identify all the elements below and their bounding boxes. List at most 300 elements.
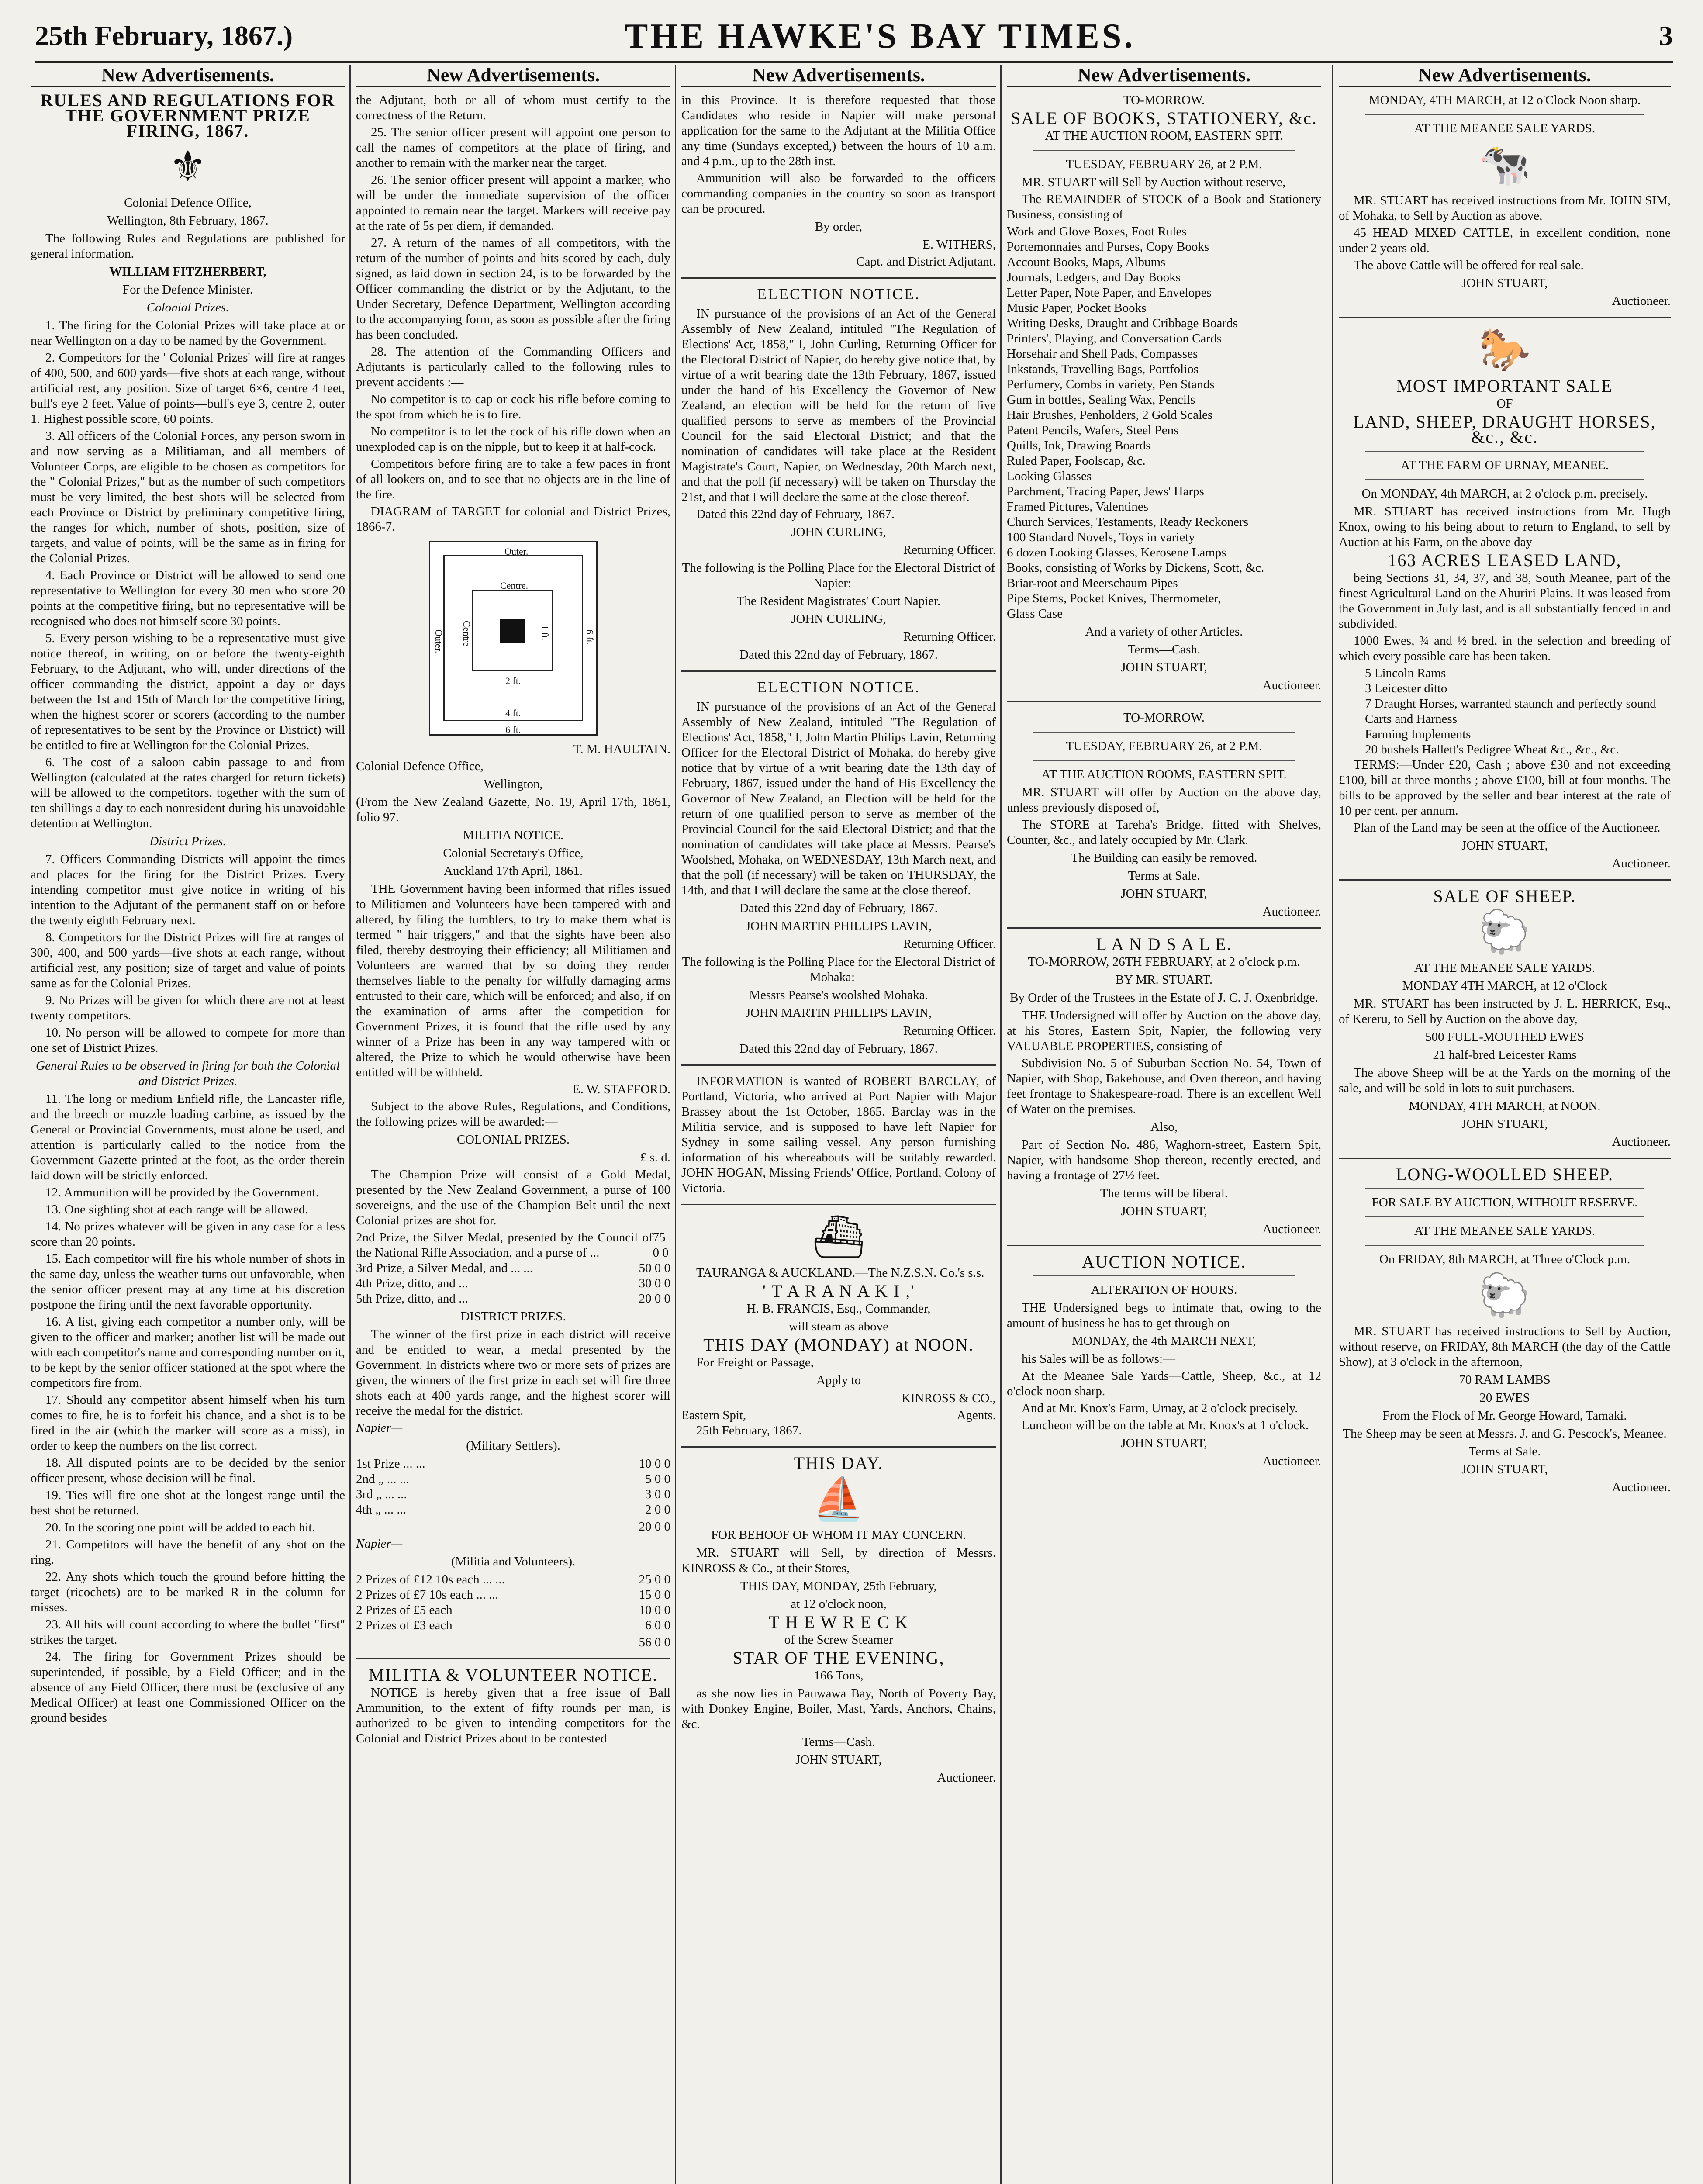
list-item: 3 Leicester ditto xyxy=(1365,681,1447,695)
paragraph: Luncheon will be on the table at Mr. Knox's at 1 o'clock. xyxy=(1022,1418,1309,1432)
prize-amount: 2 0 0 xyxy=(645,1503,670,1517)
ship-name: STAR OF THE EVENING, xyxy=(732,1648,945,1668)
rule-paragraph: 1. The firing for the Colonial Prizes will take place at or near Wellington on a day to be named by the Government. xyxy=(31,318,345,348)
paragraph: And a variety of other Articles. xyxy=(1085,625,1243,639)
column-heading: New Advertisements. xyxy=(1339,65,1671,87)
rule-paragraph: 9. No Prizes will be given for which there are not at least twenty competitors. xyxy=(31,993,345,1023)
rule-paragraph: 27. A return of the names of all competitors, with the return of the number of points and hits scored by each, duly signed, as laid down in section 24, is to be forwarded by the Officer commanding the district or by the Adjutant, to the Under Secretary, Defence Department, Wellington according to the accompanying form, as soon as possible after the firing has been concluded. xyxy=(356,236,670,342)
rule-paragraph: Competitors before firing are to take a few paces in front of all lookers on, and to see that no objects are in the line of the fire. xyxy=(356,457,670,501)
paragraph: of the Screw Steamer xyxy=(784,1633,893,1647)
subheading: ALTERATION OF HOURS. xyxy=(1091,1283,1237,1297)
signer: JOHN STUART, xyxy=(1461,1462,1548,1476)
paragraph: INFORMATION is wanted of ROBERT BARCLAY, of Portland, Victoria, who arrived at Port Napier with Major Brassey about the 1st October, 1865. Barclay was in the Militia service, and is supposed to have left Napier for Sydney in some sailing vessel. Any person furnishing information of his whereabouts will be suitably rewarded. JOHN HOGAN, Missing Friends' Office, Portland, Colony of Victoria. xyxy=(681,1074,996,1195)
rule-paragraph: 11. The long or medium Enfield rifle, the Lancaster rifle, and the breech or muzzle loading carbine, as issued by the General or Provincial Governments, must alone be used, and attention is particularly called to the notice from the Government Gazette printed at the foot, as the order therein laid down will be strictly enforced. xyxy=(31,1092,345,1182)
paragraph: MR. STUART has received instructions to Sell by Auction, without reserve, on FRIDAY, 8th MARCH (the day of the Cattle Show), at 3 o'clock in the afternoon, xyxy=(1339,1324,1671,1369)
prize-label: 2nd Prize, the Silver Medal, presented by the Council of the National Rifle Association, and a purse of ... xyxy=(356,1230,653,1260)
column-heading: New Advertisements. xyxy=(1007,65,1321,87)
paragraph: From the Flock of Mr. George Howard, Tamaki. xyxy=(1382,1409,1627,1423)
signer-title: Auctioneer. xyxy=(1262,678,1321,692)
target-label: Centre xyxy=(461,621,472,646)
rule-paragraph: 7. Officers Commanding Districts will appoint the times and places for the firing for the District Prizes. Every intending competitor must give notice in writing of his intention to the Adjutant of the permanent staff on or before the twenty eighth February next. xyxy=(31,852,345,927)
paragraph: The STORE at Tareha's Bridge, fitted with Shelves, Counter, &c., and lately occupied by Mr. Clark. xyxy=(1007,818,1321,847)
list-item: Looking Glasses xyxy=(1007,469,1092,483)
prize-total: 20 0 0 xyxy=(639,1520,670,1534)
date-line: MONDAY, the 4th MARCH NEXT, xyxy=(1072,1334,1256,1348)
divider xyxy=(1365,451,1644,452)
paragraph: AT THE AUCTION ROOM, EASTERN SPIT. xyxy=(1045,129,1283,143)
divider xyxy=(1365,1216,1644,1217)
cow-icon: 🐄 xyxy=(1478,141,1531,188)
signer-title: For the Defence Minister. xyxy=(123,283,253,297)
target-bulls-eye xyxy=(500,619,525,643)
paragraph: By order, xyxy=(815,220,863,234)
rule-paragraph: 24. The firing for Government Prizes should be superintended, if possible, by a Field Officer; and in the absence of any Field Officer, there must be (exclusive of any Medical Officer) at least one Commissioned Officer on the ground besides xyxy=(31,1650,345,1725)
rule-paragraph: 25. The senior officer present will appoint one person to call the names of competitors at the place of firing, and another to remain with the marker near the target. xyxy=(356,125,670,170)
ad-title: MILITIA & VOLUNTEER NOTICE. xyxy=(368,1665,658,1685)
list-item: Horsehair and Shell Pads, Compasses xyxy=(1007,347,1198,361)
list-item: Music Paper, Pocket Books xyxy=(1007,301,1147,315)
prize-label: 2 Prizes of £3 each xyxy=(356,1618,453,1632)
signer: JOHN STUART, xyxy=(795,1753,882,1767)
prize-label: 2 Prizes of £5 each xyxy=(356,1603,453,1617)
subheading: (Militia and Volunteers). xyxy=(451,1555,576,1569)
column-1 xyxy=(31,65,345,2184)
date-line: On MONDAY, 4th MARCH, at 2 o'clock p.m. precisely. xyxy=(1361,487,1648,501)
list-item: Quills, Ink, Drawing Boards xyxy=(1007,439,1151,453)
prize-amount: 15 0 0 xyxy=(639,1588,670,1602)
rule-paragraph: 26. The senior officer present will appoint a marker, who will be under the immediate supervision of the officer appointed to remain near the target. Markers will receive pay at the rate of 5s per diem, if demanded. xyxy=(356,173,670,233)
date-line: Dated this 22nd day of February, 1867. xyxy=(739,1042,938,1056)
currency-header: £ s. d. xyxy=(640,1151,670,1165)
ad-title: THIS DAY. xyxy=(794,1453,884,1473)
subheading: Napier— xyxy=(356,1421,403,1435)
signer: E. W. STAFFORD. xyxy=(572,1082,670,1096)
prize-amount: 3 0 0 xyxy=(645,1487,670,1501)
page-number: 3 xyxy=(1659,20,1673,51)
column-2 xyxy=(356,65,670,2184)
rule-paragraph: 8. Competitors for the District Prizes will fire at ranges of 300, 400, and 500 yards—five shots at each range, without artificial rest, any position; size of target and value of points same as for the Colonial Prizes. xyxy=(31,930,345,990)
column-divider xyxy=(349,65,351,2184)
paragraph: MR. STUART has received instructions from Mr. Hugh Knox, owing to his being about to return to England, to sell by Auction at his Farm, on the above day— xyxy=(1339,505,1671,549)
date-line: Dated this 22nd day of February, 1867. xyxy=(739,901,938,915)
ad-title: ELECTION NOTICE. xyxy=(757,285,920,303)
prize-label: 5th Prize, ditto, and ... xyxy=(356,1292,468,1306)
list-item: 5 Lincoln Rams xyxy=(1365,666,1446,680)
prize-amount: 20 0 0 xyxy=(639,1292,670,1306)
office-line: Colonial Defence Office, xyxy=(124,196,252,210)
target-label: Outer. xyxy=(433,629,444,653)
paragraph: AT THE FARM OF URNAY, MEANEE. xyxy=(1400,458,1609,472)
paragraph: THE Undersigned will offer by Auction on the above day, at his Stores, Eastern Spit, Napier, the following very VALUABLE PROPERTIES, consisting of— xyxy=(1007,1009,1321,1053)
divider xyxy=(1365,479,1644,480)
prize-row xyxy=(356,1261,670,1276)
target-label: 2 ft. xyxy=(505,675,521,686)
terms: The terms will be liberal. xyxy=(1100,1186,1228,1200)
divider xyxy=(1365,114,1644,115)
subheading: MILITIA NOTICE. xyxy=(463,828,564,842)
paragraph: MR. STUART will Sell, by direction of Messrs. KINROSS & Co., at their Stores, xyxy=(681,1546,996,1575)
divider xyxy=(681,1064,996,1066)
prize-row xyxy=(356,1276,670,1291)
paragraph: The Resident Magistrates' Court Napier. xyxy=(736,594,941,608)
date-line: at 12 o'clock noon, xyxy=(791,1597,887,1611)
subheading: District Prizes. xyxy=(149,834,226,848)
masthead xyxy=(35,9,1673,61)
paragraph: Plan of the Land may be seen at the office of the Auctioneer. xyxy=(1354,821,1661,835)
paragraph: The Sheep may be seen at Messrs. J. and G. Pescock's, Meanee. xyxy=(1343,1427,1667,1441)
paragraph: Also, xyxy=(1150,1120,1178,1134)
sheep-icon: 🐑 xyxy=(1478,909,1531,955)
paragraph: OF xyxy=(1496,397,1513,411)
target-label: 1 ft. xyxy=(539,625,550,641)
column-divider xyxy=(675,65,676,2184)
list-item: Ruled Paper, Foolscap, &c. xyxy=(1007,454,1146,468)
terms: Terms—Cash. xyxy=(1127,643,1201,657)
paragraph: 70 RAM LAMBS xyxy=(1459,1373,1551,1387)
divider xyxy=(1365,1188,1644,1189)
signer-title: Auctioneer. xyxy=(1262,1222,1321,1236)
prize-label: 4th „ ... ... xyxy=(356,1503,407,1517)
date-line: MONDAY 4TH MARCH, at 12 o'Clock xyxy=(1402,979,1607,993)
list-item: Patent Pencils, Wafers, Steel Pens xyxy=(1007,423,1179,437)
signer: JOHN CURLING, xyxy=(791,612,886,626)
subheading: (Military Settlers). xyxy=(466,1439,560,1453)
paragraph: MR. STUART has been instructed by J. L. HERRICK, Esq., of Kereru, to Sell by Auction on the above day, xyxy=(1339,997,1671,1026)
paragraph: FOR SALE BY AUCTION, WITHOUT RESERVE. xyxy=(1371,1196,1638,1209)
prize-label: 2 Prizes of £7 10s each ... ... xyxy=(356,1588,499,1602)
paragraph: 1000 Ewes, ¾ and ½ bred, in the selection and breeding of which every possible care has been taken. xyxy=(1339,634,1671,663)
ad-title: TAURANGA & AUCKLAND.—The N.Z.S.N. Co.'s s.s. xyxy=(696,1266,984,1280)
date-line: Dated this 22nd day of February, 1867. xyxy=(696,507,895,521)
paragraph: MR. STUART will offer by Auction on the above day, unless previously disposed of, xyxy=(1007,785,1321,815)
list-item: Carts and Harness xyxy=(1365,712,1458,726)
paragraph: Apply to xyxy=(816,1373,861,1387)
target-label: 4 ft. xyxy=(505,708,521,719)
ad-title: AT THE MEANEE SALE YARDS. xyxy=(1414,121,1596,135)
signer: JOHN MARTIN PHILLIPS LAVIN, xyxy=(745,1006,932,1020)
divider xyxy=(1033,732,1295,733)
signer-title: Returning Officer. xyxy=(903,630,996,644)
diagram-title: DIAGRAM of TARGET for colonial and District Prizes, 1866-7. xyxy=(356,505,670,534)
signer-title: Returning Officer. xyxy=(903,1024,996,1038)
terms: Terms—Cash. xyxy=(802,1735,875,1749)
rule-paragraph: 3. All officers of the Colonial Forces, any person sworn in and now serving as a Militiaman, and all members of Volunteer Corps, are eligible to be chosen as competitors for the " Colonial Prizes," but as the number of such competitors must be very limited, the best shots will be selected from each Province or District by preliminary competitive firing, the ranges for which, number of shots, position, size of targets, and value of points, will be the same as in firing for the Colonial Prizes. xyxy=(31,429,345,565)
divider xyxy=(1339,879,1671,881)
signer: T. M. HAULTAIN. xyxy=(573,742,670,756)
paragraph: The above Cattle will be offered for real sale. xyxy=(1354,258,1584,272)
rule-paragraph: 16. A list, giving each competitor a number only, will be given to the officer and marker; another list will be made out with each competitor's name and corresponding number on it, to be kept by the senior officer stationed at the spot where the competitors fire from. xyxy=(31,1315,345,1390)
terms: TERMS:—Under £20, Cash ; above £30 and not exceeding £100, bill at three months ; above £100, bill at four months. The bills to be approved by the seller and bear interest at the rate of 10 per cent. per annum. xyxy=(1339,758,1671,818)
prize-row xyxy=(356,1502,670,1517)
office-line: Colonial Secretary's Office, xyxy=(443,846,584,860)
paragraph: At the Meanee Sale Yards—Cattle, Sheep, &c., at 12 o'clock noon sharp. xyxy=(1007,1369,1321,1398)
terms: Terms at Sale. xyxy=(1128,869,1200,883)
ad-title: 163 ACRES LEASED LAND, xyxy=(1388,550,1622,570)
column-5 xyxy=(1339,65,1671,2184)
list-item: Pipe Stems, Pocket Knives, Thermometer, xyxy=(1007,591,1221,605)
terms: Terms at Sale. xyxy=(1468,1444,1541,1458)
rule-paragraph: 13. One sighting shot at each range will be allowed. xyxy=(45,1203,308,1216)
signer: JOHN STUART, xyxy=(1461,276,1548,290)
date-line: TUESDAY, FEBRUARY 26, at 2 P.M. xyxy=(1066,157,1262,171)
paragraph: 166 Tons, xyxy=(814,1669,864,1683)
paragraph: (From the New Zealand Gazette, No. 19, April 17th, 1861, folio 97. xyxy=(356,795,670,824)
prize-row xyxy=(356,1291,670,1306)
agent-label: Agents. xyxy=(957,1408,996,1422)
paragraph: as she now lies in Pauwawa Bay, North of Poverty Bay, with Donkey Engine, Boiler, Mast, Yards, Anchors, Chains, &c. xyxy=(681,1686,996,1731)
ad-title: TO-MORROW. xyxy=(1123,711,1205,725)
date-line: MONDAY, 4TH MARCH, at NOON. xyxy=(1409,1099,1601,1113)
signer: JOHN STUART, xyxy=(1461,1117,1548,1131)
paragraph: For Freight or Passage, xyxy=(696,1355,814,1369)
rule-paragraph: 17. Should any competitor absent himself when his turn comes to fire, he is to forfeit his chance, and a shot is to be fired in the air (which the marker will score as a miss), in order to keep the numbers on the list correct. xyxy=(31,1393,345,1453)
signer: JOHN CURLING, xyxy=(791,525,886,539)
paragraph: THE Government having been informed that rifles issued to Militiamen and Volunteers have been tampered with and altered, by filing the tumblers, to try to make them what is termed " hair triggers," and that the sights have been also filed, thereby destroying their efficiency; all Militiamen and Volunteers are warned that by so doing they render themselves liable to the penalty for wilfully damaging arms entrusted to their care, which will be enforced; and also, if on the examination of arms after the competition for Government Prizes, it is found that the rifle used by any winner of a Prize has been in any way tampered with or altered, the Prize to which he would otherwise have been entitled will be withheld. xyxy=(356,882,670,1079)
date-line: 25th February, 1867. xyxy=(696,1424,802,1438)
divider xyxy=(1033,760,1295,761)
list-item: Gum in bottles, Sealing Wax, Pencils xyxy=(1007,393,1195,407)
paragraph: 20 EWES xyxy=(1479,1391,1530,1405)
signer-title: Auctioneer. xyxy=(1262,905,1321,919)
divider xyxy=(681,1204,996,1205)
paragraph: NOTICE is hereby given that a free issue of Ball Ammunition, to the extent of fifty rounds per man, is authorized to be given to intending competitors for the Colonial and District Prizes about to be contested xyxy=(356,1686,670,1745)
paragraph: By Order of the Trustees in the Estate of J. C. J. Oxenbridge. xyxy=(1010,991,1318,1005)
signer: JOHN STUART, xyxy=(1461,839,1548,853)
divider xyxy=(1007,701,1321,702)
prize-row xyxy=(356,1618,670,1633)
paragraph: IN pursuance of the provisions of an Act of the General Assembly of New Zealand, intituled "The Regulation of Elections' Act, 1858," I, John Curling, Returning Officer for the Electoral District of Napier, do hereby give notice that, by virtue of a writ bearing date the 13th February, 1867, issued under the hand of his Excellency the Governor of New Zealand, an election will be held for the return of five qualified persons to serve as members of the Provincial Council for the said Electoral District; and that the nomination of candidates will take place at the Resident Magistrate's Court, Napier, on Wednesday, 20th March next, and that the poll (if necessary) will be taken on Thursday the 21st, and that I will declare the same at the close thereof. xyxy=(681,307,996,504)
divider xyxy=(1007,1245,1321,1246)
sheep-icon: 🐑 xyxy=(1478,1272,1531,1319)
date-line: Dated this 22nd day of February, 1867. xyxy=(739,648,938,662)
paragraph: The Champion Prize will consist of a Gold Medal, presented by the New Zealand Government, a purse of 100 sovereigns, and the use of the Champion Belt until the next Colonial prizes are shot for. xyxy=(356,1168,670,1227)
subheading: COLONIAL PRIZES. xyxy=(456,1133,570,1147)
paragraph: The REMAINDER of STOCK of a Book and Stationery Business, consisting of xyxy=(1007,192,1321,221)
signer-title: Auctioneer. xyxy=(1262,1454,1321,1468)
paragraph: Messrs Pearse's woolshed Mohaka. xyxy=(749,988,928,1002)
prize-row xyxy=(356,1603,670,1618)
ship-name: ' T A R A N A K I ,' xyxy=(762,1281,915,1301)
date-line: TUESDAY, FEBRUARY 26, at 2 P.M. xyxy=(1066,739,1262,753)
column-heading: New Advertisements. xyxy=(356,65,670,87)
paragraph: MR. STUART has received instructions from Mr. JOHN SIM, of Mohaka, to Sell by Auction as above, xyxy=(1339,194,1671,223)
paragraph: will steam as above xyxy=(789,1320,888,1334)
prize-label: 2nd „ ... ... xyxy=(356,1472,409,1486)
paragraph: Ammunition will also be forwarded to the officers commanding companies in the country so soon as transport can be procured. xyxy=(681,171,996,216)
date-line: TO-MORROW, 26TH FEBRUARY, at 2 o'clock p.m. xyxy=(1028,955,1300,969)
issue-date: 25th February, 1867.) xyxy=(35,20,293,51)
list-item: 100 Standard Novels, Toys in variety xyxy=(1007,530,1195,544)
prize-row xyxy=(356,1456,670,1472)
paragraph: in this Province. It is therefore requested that those Candidates who reside in Napier will make personal application for the same to the Adjutant at the Militia Office any time (Sundays excepted,) between the hours of 10 a.m. and 4 p.m., up to the 28th inst. xyxy=(681,93,996,168)
prize-label: 1st Prize ... ... xyxy=(356,1457,425,1471)
signer: JOHN STUART, xyxy=(1121,660,1207,674)
prize-amount: 25 0 0 xyxy=(639,1572,670,1586)
ad-title: L A N D S A L E. xyxy=(1096,934,1232,954)
list-item: 6 dozen Looking Glasses, Kerosene Lamps xyxy=(1007,546,1226,560)
prize-label: 3rd „ ... ... xyxy=(356,1487,407,1501)
column-3 xyxy=(681,65,996,2184)
paragraph: Part of Section No. 486, Waghorn-street, Eastern Spit, Napier, with handsome Shop thereon, recently erected, and having a frontage of 27½ feet. xyxy=(1007,1138,1321,1182)
signer: WILLIAM FITZHERBERT, xyxy=(109,265,266,279)
subheading: General Rules to be observed in firing for both the Colonial and District Prizes. xyxy=(36,1059,340,1088)
agent-place: Eastern Spit, xyxy=(681,1408,746,1422)
column-divider xyxy=(1332,65,1333,2184)
signer-title: Auctioneer. xyxy=(1612,1135,1671,1149)
rule-paragraph: 12. Ammunition will be provided by the Government. xyxy=(45,1185,319,1199)
rule-paragraph: 21. Competitors will have the benefit of any shot on the ring. xyxy=(31,1538,345,1567)
target-label: 6 ft. xyxy=(505,724,521,735)
prize-amount: 50 0 0 xyxy=(639,1261,670,1275)
ad-title: RULES AND REGULATIONS FOR THE GOVERNMENT PRIZE FIRING, 1867. xyxy=(40,90,335,141)
divider xyxy=(681,1446,996,1448)
date-line: THIS DAY, MONDAY, 25th February, xyxy=(740,1579,937,1593)
ad-title: ELECTION NOTICE. xyxy=(757,678,920,696)
paragraph: And at Mr. Knox's Farm, Urnay, at 2 o'clock precisely. xyxy=(1022,1401,1298,1415)
prize-amount: 10 0 0 xyxy=(639,1603,670,1617)
column-4 xyxy=(1007,65,1321,2184)
rule-paragraph: No competitor is to cap or cock his rifle before coming to the spot from which he is to fire. xyxy=(356,392,670,422)
paragraph: THE Undersigned begs to intimate that, owing to the amount of business he has to get through on xyxy=(1007,1301,1321,1330)
column-heading: New Advertisements. xyxy=(681,65,996,87)
prize-total: 56 0 0 xyxy=(639,1635,670,1649)
ad-title: FOR BEHOOF OF WHOM IT MAY CONCERN. xyxy=(711,1528,967,1542)
rule-paragraph: 5. Every person wishing to be a representative must give notice thereof, in writing, on or before the twenty-eighth February, to the Adjutant, who will, under directions of the officer commanding the district, appoint a day or days between the 1st and 15th of March for the competitive firing, when the highest scorer or scorers (according to the number of representatives to be sent by the Province or District) will be entitled to fire at Wellington for the Colonial Prizes. xyxy=(31,631,345,752)
subheading: DISTRICT PRIZES. xyxy=(460,1310,566,1324)
list-item: Journals, Ledgers, and Day Books xyxy=(1007,270,1181,284)
ad-title: TO-MORROW. xyxy=(1123,93,1205,107)
ad-title: AUCTION NOTICE. xyxy=(1081,1252,1247,1272)
prize-row xyxy=(356,1572,670,1587)
divider xyxy=(356,1658,670,1659)
paragraph: 45 HEAD MIXED CATTLE, in excellent condition, none under 2 years old. xyxy=(1339,226,1671,255)
signer-title: Auctioneer. xyxy=(937,1771,996,1785)
list-item: Parchment, Tracing Paper, Jews' Harps xyxy=(1007,484,1204,498)
ad-title: MOST IMPORTANT SALE xyxy=(1396,376,1613,396)
divider xyxy=(1365,1245,1644,1246)
newspaper-title: THE HAWKE'S BAY TIMES. xyxy=(625,17,1136,55)
ad-title: LAND, SHEEP, DRAUGHT HORSES, &c., &c. xyxy=(1353,412,1656,447)
date-line: Wellington, 8th February, 1867. xyxy=(107,214,269,228)
prize-row xyxy=(356,1487,670,1502)
rule-paragraph: 6. The cost of a saloon cabin passage to and from Wellington (calculated at the rates charged for return tickets) will be allowed to the competitors, together with the sum of ten shillings a day to each nonresident during his unavoidable detention at Wellington. xyxy=(31,755,345,830)
divider xyxy=(1339,1158,1671,1159)
divider xyxy=(681,670,996,672)
signer: JOHN MARTIN PHILLIPS LAVIN, xyxy=(745,919,932,933)
prize-amount: 6 0 0 xyxy=(645,1618,670,1632)
rule-paragraph: 20. In the scoring one point will be added to each hit. xyxy=(45,1521,315,1534)
paragraph: Subdivision No. 5 of Suburban Section No. 54, Town of Napier, with Shop, Bakehouse, and Oven thereon, and having feet frontage to Shakespeare-road. There is an excellent Well of Water on the premises. xyxy=(1007,1056,1321,1116)
list-item: Letter Paper, Note Paper, and Envelopes xyxy=(1007,286,1212,300)
signer-title: Returning Officer. xyxy=(903,937,996,951)
target-diagram xyxy=(429,541,598,736)
divider xyxy=(1033,1275,1295,1276)
ad-title: AT THE MEANEE SALE YARDS. xyxy=(1414,961,1596,975)
list-item: Framed Pictures, Valentines xyxy=(1007,500,1149,514)
paragraph: The following is the Polling Place for the Electoral District of Napier:— xyxy=(682,561,995,590)
target-label: Centre. xyxy=(500,580,529,591)
ad-title: AT THE MEANEE SALE YARDS. xyxy=(1414,1224,1596,1238)
list-item: Church Services, Testaments, Ready Reckoners xyxy=(1007,515,1249,529)
office-line: Wellington, xyxy=(484,777,543,791)
masthead-rule xyxy=(35,61,1673,63)
signer-title: Capt. and District Adjutant. xyxy=(856,255,996,269)
target-label: Outer. xyxy=(504,546,529,557)
ad-title: T H E W R E C K xyxy=(768,1612,909,1632)
signer: E. WITHERS, xyxy=(922,238,996,252)
list-item: Work and Glove Boxes, Foot Rules xyxy=(1007,225,1187,238)
paragraph: AT THE AUCTION ROOMS, EASTERN SPIT. xyxy=(1041,767,1287,781)
paragraph: the Adjutant, both or all of whom must certify to the correctness of the Return. xyxy=(356,93,670,122)
rule-paragraph: 4. Each Province or District will be allowed to send one representative to Wellington for every 30 men who score 20 points at the competitive firing, but no representative will be recognised who does not himself score 30 points. xyxy=(31,568,345,628)
ad-title: SALE OF BOOKS, STATIONERY, &c. xyxy=(1011,108,1317,128)
list-item: Printers', Playing, and Conversation Cards xyxy=(1007,332,1222,346)
prize-row xyxy=(356,1587,670,1603)
signer: KINROSS & CO., xyxy=(902,1391,996,1405)
subheading: Napier— xyxy=(356,1537,403,1551)
list-item: Hair Brushes, Penholders, 2 Gold Scales xyxy=(1007,408,1213,422)
divider xyxy=(681,277,996,279)
list-item: Writing Desks, Draught and Cribbage Boards xyxy=(1007,316,1238,330)
paragraph: IN pursuance of the provisions of an Act of the General Assembly of New Zealand, intituled "The Regulation of Elections' Act, 1858," I, John Martin Philips Lavin, Returning Officer for the Electoral District of Mohaka, do hereby give notice that by virtue of a writ bearing date the 13th day of February, 1867, issued under the hand of His Excellency the Governor of New Zealand, an Election will be held for the return of one qualified person to serve as member of the Provincial Council for the said Electoral District; and that the nomination of candidates will take place at Messrs. Pearse's Woolshed, Mohaka, on WEDNESDAY, 13th March next, and that the poll (if necessary) will be taken on THURSDAY, the 14th, and that I will declare the same at the close thereof. xyxy=(681,700,996,897)
list-item: Account Books, Maps, Albums xyxy=(1007,255,1166,269)
date-line: THIS DAY (MONDAY) at NOON. xyxy=(703,1335,974,1355)
signer: JOHN STUART, xyxy=(1121,1436,1207,1450)
rule-paragraph: 2. Competitors for the ' Colonial Prizes' will fire at ranges of 400, 500, and 600 yards—five shots at each range, without artificial rest, any position. Size of target 6×6, centre 4 feet, bull's eye 2 feet. Value of points—bull's eye 3, centre 2, outer 1. Highest possible score, 60 points. xyxy=(31,351,345,426)
signer-title: Auctioneer. xyxy=(1612,857,1671,871)
column-divider xyxy=(1000,65,1002,2184)
ad-title: SALE OF SHEEP. xyxy=(1433,886,1576,906)
list-item: Farming Implements xyxy=(1365,727,1471,741)
prize-amount: 30 0 0 xyxy=(639,1276,670,1290)
stock-list xyxy=(1339,666,1671,757)
paragraph: BY MR. STUART. xyxy=(1115,973,1213,987)
paragraph: Subject to the above Rules, Regulations, and Conditions, the following prizes will be awarded:— xyxy=(356,1099,670,1129)
paragraph: being Sections 31, 34, 37, and 38, South Meanee, part of the finest Agricultural Land on the Ahuriri Plains. It was leased from the Government in July last, and is all substantially fenced in and subdivided. xyxy=(1339,571,1671,631)
rule-paragraph: 28. The attention of the Commanding Officers and Adjutants is particularly called to the following rules to prevent accidents :— xyxy=(356,345,670,389)
office-line: Colonial Defence Office, xyxy=(356,759,484,773)
horse-icon: 🐎 xyxy=(1478,326,1531,373)
column-heading: New Advertisements. xyxy=(31,65,345,87)
list-item: Perfumery, Combs in variety, Pen Stands xyxy=(1007,377,1215,391)
date-line: On FRIDAY, 8th MARCH, at Three o'Clock p.m. xyxy=(1379,1252,1630,1266)
sailing-ship-icon: ⛵ xyxy=(812,1476,865,1522)
paragraph: 21 half-bred Leicester Rams xyxy=(1433,1048,1577,1062)
paragraph: MR. STUART will Sell by Auction without reserve, xyxy=(1022,175,1286,189)
prize-row xyxy=(356,1230,670,1261)
list-item: 7 Draught Horses, warranted staunch and perfectly sound xyxy=(1365,697,1656,711)
subheading: Colonial Prizes. xyxy=(146,301,229,314)
paragraph: The following is the Polling Place for the Electoral District of Mohaka:— xyxy=(682,955,995,984)
list-item: Glass Case xyxy=(1007,607,1063,621)
date-line: MONDAY, 4TH MARCH, at 12 o'Clock Noon sharp. xyxy=(1368,93,1641,107)
list-item: 20 bushels Hallett's Pedigree Wheat &c., &c., &c. xyxy=(1365,743,1619,757)
list-item: Inkstands, Travelling Bags, Portfolios xyxy=(1007,362,1199,376)
rule-paragraph: No competitor is to let the cock of his rifle down when an unexploded cap is on the nipple, but to keep it at half-cock. xyxy=(356,425,670,454)
rule-paragraph: 23. All hits will count according to where the bullet "first" strikes the target. xyxy=(31,1617,345,1647)
list-item: Portemonnaies and Purses, Copy Books xyxy=(1007,240,1209,254)
prize-amount: 10 0 0 xyxy=(639,1457,670,1471)
steamship-icon: ⛴ xyxy=(812,1213,865,1260)
prize-row xyxy=(356,1472,670,1487)
list-item: Books, consisting of Works by Dickens, Scott, &c. xyxy=(1007,561,1264,575)
paragraph: The following Rules and Regulations are published for general information. xyxy=(31,232,345,261)
prize-amount: 5 0 0 xyxy=(645,1472,670,1486)
rule-paragraph: 10. No person will be allowed to compete for more than one set of District Prizes. xyxy=(31,1026,345,1055)
prize-label: 2 Prizes of £12 10s each ... ... xyxy=(356,1572,505,1586)
signer-title: Returning Officer. xyxy=(903,543,996,557)
signer: JOHN STUART, xyxy=(1121,887,1207,901)
